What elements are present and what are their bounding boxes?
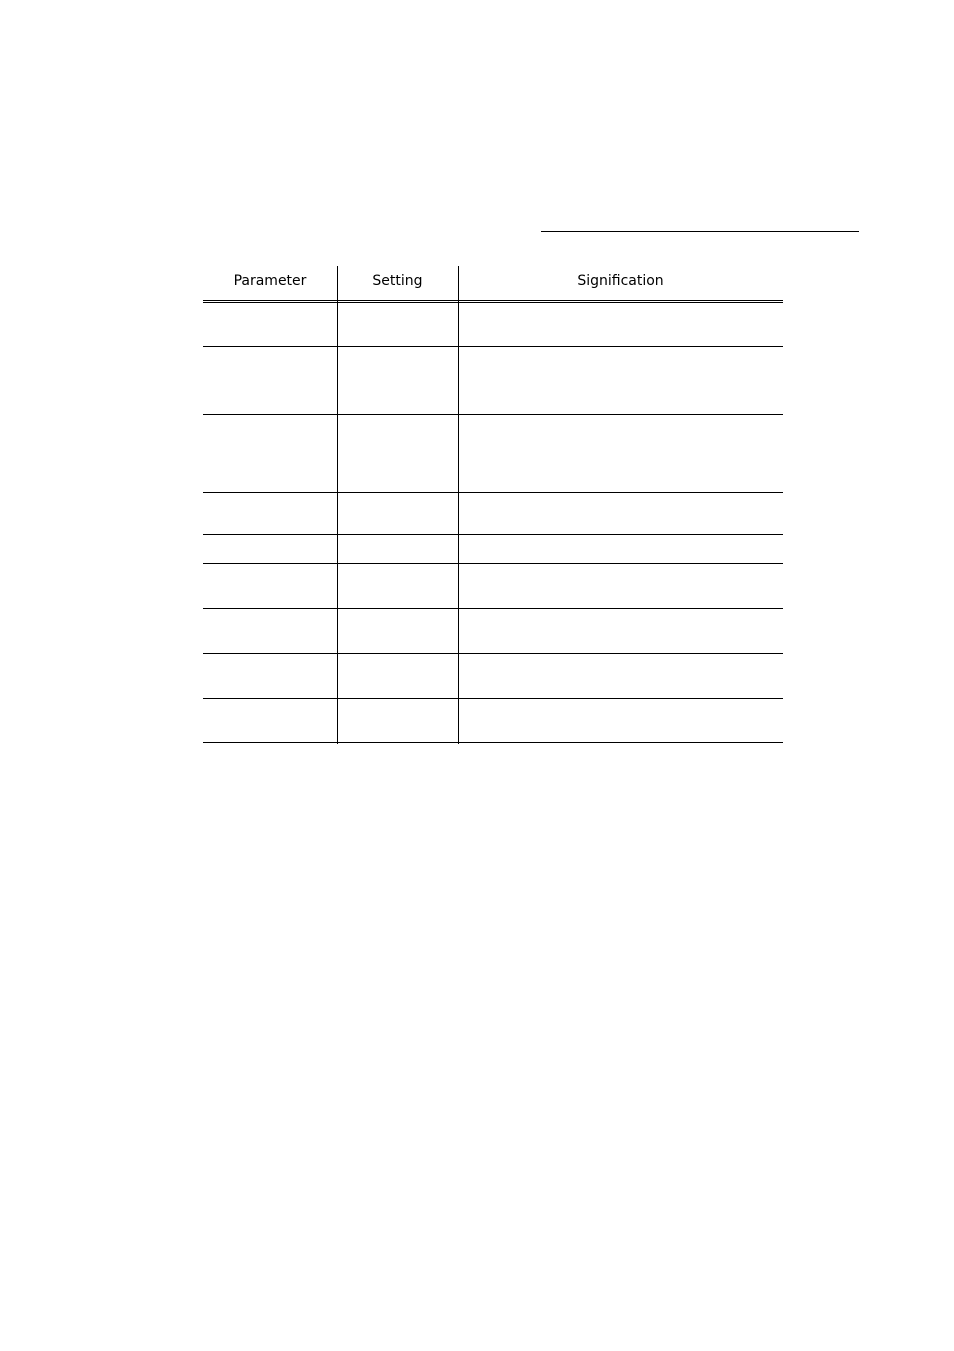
table-row <box>203 535 783 564</box>
cell-parameter <box>203 347 337 414</box>
cell-signification <box>458 654 783 698</box>
header-rule <box>541 231 859 232</box>
cell-setting <box>337 415 458 492</box>
cell-setting <box>337 303 458 346</box>
cell-setting <box>337 699 458 742</box>
cell-signification <box>458 699 783 742</box>
table-row <box>203 303 783 347</box>
table-row <box>203 415 783 493</box>
cell-setting <box>337 347 458 414</box>
cell-signification <box>458 609 783 653</box>
cell-parameter <box>203 564 337 608</box>
parameter-table <box>203 266 783 743</box>
cell-signification <box>458 415 783 492</box>
cell-setting <box>337 609 458 653</box>
table-row <box>203 493 783 535</box>
cell-parameter <box>203 493 337 534</box>
cell-signification <box>458 493 783 534</box>
cell-setting <box>337 535 458 563</box>
table-row <box>203 654 783 699</box>
table-row <box>203 347 783 415</box>
table-row <box>203 564 783 609</box>
cell-parameter <box>203 654 337 698</box>
table-header-row <box>203 266 783 303</box>
cell-parameter <box>203 699 337 742</box>
cell-signification <box>458 347 783 414</box>
cell-parameter <box>203 415 337 492</box>
table-row <box>203 609 783 654</box>
cell-signification <box>458 535 783 563</box>
cell-signification <box>458 303 783 346</box>
table-row <box>203 699 783 743</box>
cell-setting <box>337 564 458 608</box>
cell-parameter <box>203 609 337 653</box>
header-signification: Signification <box>577 273 664 289</box>
cell-setting <box>337 493 458 534</box>
cell-parameter <box>203 303 337 346</box>
cell-signification <box>458 564 783 608</box>
header-setting: Setting <box>372 273 423 289</box>
header-parameter: Parameter <box>233 273 307 289</box>
cell-setting <box>337 654 458 698</box>
cell-parameter <box>203 535 337 563</box>
